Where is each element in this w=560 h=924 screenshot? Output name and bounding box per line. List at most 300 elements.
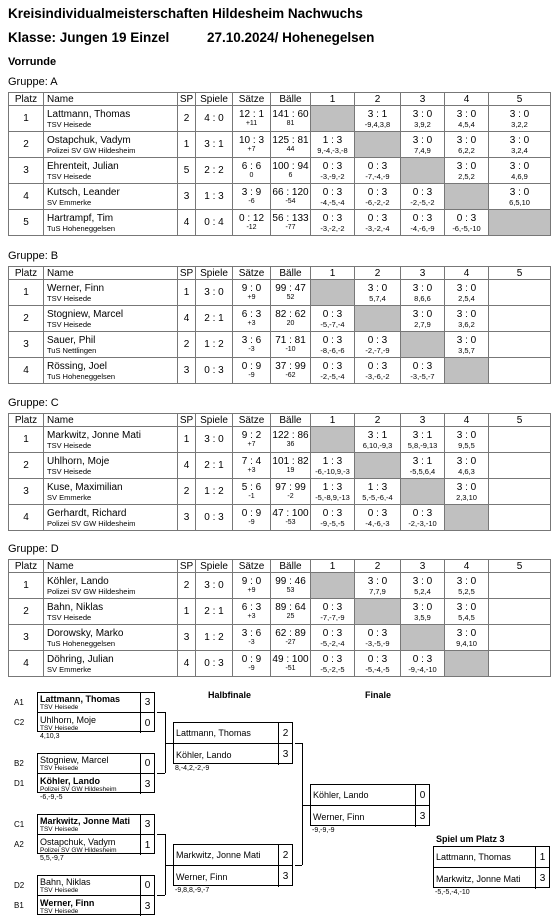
saetze-cell bbox=[233, 210, 271, 236]
slot-name-block bbox=[176, 866, 227, 887]
match-score: 3 : 0 bbox=[456, 627, 477, 639]
match-score: 0 : 3 bbox=[322, 334, 343, 346]
match-score: 3 : 0 bbox=[456, 481, 477, 493]
halbfinale-title: Halbfinale bbox=[208, 690, 252, 700]
empty-cell bbox=[489, 358, 551, 384]
match-cell bbox=[401, 184, 445, 210]
platz-cell: 2 bbox=[9, 132, 44, 158]
match-detail: 3,9,2 bbox=[414, 119, 431, 129]
match-cell bbox=[401, 427, 445, 453]
self-cell bbox=[445, 184, 489, 210]
column-header: 2 bbox=[355, 414, 401, 427]
sp-cell: 4 bbox=[178, 651, 196, 677]
spiele-cell: 1 : 2 bbox=[196, 332, 233, 358]
match-score: 0 : 3 bbox=[367, 627, 388, 639]
slot-player-club: TSV Heisede bbox=[40, 704, 79, 711]
saetze-value: 9 : 0 bbox=[241, 283, 262, 294]
player-name: Kuse, Maximilian bbox=[47, 481, 123, 493]
match-cell bbox=[401, 599, 445, 625]
saetze-diff: +11 bbox=[245, 120, 258, 127]
match-cell bbox=[355, 427, 401, 453]
column-header: Sätze bbox=[233, 560, 271, 573]
bracket-slot bbox=[38, 693, 154, 713]
class-line: Klasse: Jungen 19 Einzel bbox=[8, 30, 170, 45]
match-detail: -4,-6,-3 bbox=[365, 518, 390, 528]
slot-player-club: TSV Heisede bbox=[40, 907, 79, 915]
column-header: 1 bbox=[311, 267, 355, 280]
match-detail: 8,6,6 bbox=[414, 293, 431, 303]
match-score: 3 : 0 bbox=[509, 186, 530, 198]
slot-player-name: Markwitz, Jonne Mati bbox=[436, 873, 521, 884]
match-score: 3 : 0 bbox=[412, 601, 433, 613]
match-score: 0 : 3 bbox=[367, 334, 388, 346]
bracket-slot bbox=[174, 866, 292, 887]
slot-score: 3 bbox=[415, 806, 429, 827]
self-cell bbox=[355, 306, 401, 332]
player-name: Ostapchuk, Vadym bbox=[47, 134, 131, 146]
match-score: 3 : 0 bbox=[367, 282, 388, 294]
match-score: 3 : 0 bbox=[509, 160, 530, 172]
match-cell bbox=[445, 280, 489, 306]
match-detail: -5,-2,-5 bbox=[320, 664, 345, 674]
column-header: 2 bbox=[355, 93, 401, 106]
match-score: 0 : 3 bbox=[367, 507, 388, 519]
saetze-diff: +3 bbox=[247, 613, 256, 620]
match-score: 1 : 3 bbox=[322, 134, 343, 146]
match-score: 3 : 0 bbox=[456, 308, 477, 320]
empty-cell bbox=[489, 625, 551, 651]
self-cell bbox=[355, 132, 401, 158]
slot-player-name: Lattmann, Thomas bbox=[176, 728, 251, 738]
saetze-diff: -6 bbox=[248, 198, 255, 205]
match-cell bbox=[355, 106, 401, 132]
bracket-slot bbox=[38, 835, 154, 855]
saetze-diff: -3 bbox=[248, 639, 255, 646]
bracket-slot bbox=[38, 713, 154, 733]
player-name: Bahn, Niklas bbox=[47, 601, 104, 613]
player-club: TuS Hoheneggelsen bbox=[47, 638, 116, 648]
match-detail: -3,-6,-2 bbox=[365, 371, 390, 381]
saetze-diff: +9 bbox=[247, 294, 256, 301]
saetze-value: 6 : 3 bbox=[241, 602, 262, 613]
saetze-cell bbox=[233, 573, 271, 599]
saetze-cell bbox=[233, 427, 271, 453]
match-cell bbox=[401, 306, 445, 332]
spiele-cell: 1 : 2 bbox=[196, 625, 233, 651]
bracket-line bbox=[302, 743, 303, 865]
platz-cell: 4 bbox=[9, 184, 44, 210]
sp-cell: 3 bbox=[178, 184, 196, 210]
baelle-value: 47 : 100 bbox=[272, 508, 309, 519]
match-cell bbox=[401, 358, 445, 384]
table-header-row bbox=[9, 93, 551, 106]
slot-player-name: Köhler, Lando bbox=[176, 749, 232, 760]
saetze-value: 10 : 3 bbox=[238, 135, 265, 146]
baelle-diff: -27 bbox=[285, 639, 296, 646]
table-row bbox=[9, 505, 551, 531]
match-score: 3 : 0 bbox=[456, 575, 477, 587]
finale-title: Finale bbox=[365, 690, 392, 700]
player-club: Polizei SV GW Hildesheim bbox=[47, 586, 136, 596]
bracket-slot bbox=[174, 845, 292, 866]
slot-name-block bbox=[40, 774, 117, 794]
sp-cell: 1 bbox=[178, 599, 196, 625]
baelle-diff: -77 bbox=[285, 224, 296, 231]
column-header: Platz bbox=[9, 414, 44, 427]
sp-cell: 3 bbox=[178, 625, 196, 651]
match-cell bbox=[489, 184, 551, 210]
saetze-cell bbox=[233, 306, 271, 332]
match-detail: -5,5,6,4 bbox=[409, 466, 436, 476]
baelle-value: 99 : 47 bbox=[275, 283, 306, 294]
table-row bbox=[9, 158, 551, 184]
self-cell bbox=[489, 210, 551, 236]
baelle-cell bbox=[271, 453, 311, 479]
column-header: Spiele bbox=[196, 93, 233, 106]
match-cell bbox=[445, 332, 489, 358]
match-result: -9,8,8,-9,-7 bbox=[175, 887, 210, 894]
match-detail: 9,4,10 bbox=[456, 638, 477, 648]
bracket-slot bbox=[311, 806, 429, 827]
sp-cell: 1 bbox=[178, 280, 196, 306]
slot-player-name: Bahn, Niklas bbox=[40, 877, 91, 887]
slot-player-name: Uhlhorn, Moje bbox=[40, 714, 97, 725]
match-detail: -2,-5,-4 bbox=[320, 371, 345, 381]
match-detail: -2,-5,-2 bbox=[410, 197, 435, 207]
match-cell bbox=[355, 505, 401, 531]
saetze-diff: -9 bbox=[248, 372, 255, 379]
spiele-cell: 2 : 1 bbox=[196, 453, 233, 479]
match-score: 0 : 3 bbox=[322, 212, 343, 224]
saetze-cell bbox=[233, 184, 271, 210]
match-cell bbox=[311, 332, 355, 358]
slot-player-name: Werner, Finn bbox=[40, 897, 95, 908]
platz-cell: 4 bbox=[9, 358, 44, 384]
baelle-value: 125 : 81 bbox=[272, 135, 309, 146]
player-name: Dorowsky, Marko bbox=[47, 627, 124, 639]
match-cell bbox=[355, 358, 401, 384]
match-score: 3 : 0 bbox=[456, 282, 477, 294]
slot-player-name: Markwitz, Jonne Mati bbox=[40, 816, 131, 826]
column-header: Name bbox=[44, 93, 178, 106]
player-name: Kutsch, Leander bbox=[47, 186, 120, 198]
slot-name-block bbox=[313, 806, 364, 827]
spiele-cell: 2 : 2 bbox=[196, 158, 233, 184]
table-row bbox=[9, 184, 551, 210]
match-result: -6,-9,-5 bbox=[40, 794, 63, 801]
spiele-cell: 3 : 0 bbox=[196, 573, 233, 599]
column-header: 3 bbox=[401, 93, 445, 106]
match-cell bbox=[489, 106, 551, 132]
self-cell bbox=[401, 332, 445, 358]
column-header: 4 bbox=[445, 414, 489, 427]
match-score: 3 : 0 bbox=[456, 429, 477, 441]
empty-cell bbox=[489, 573, 551, 599]
column-header: 4 bbox=[445, 560, 489, 573]
bracket-line bbox=[302, 805, 310, 806]
match-score: 3 : 0 bbox=[456, 601, 477, 613]
group-table bbox=[8, 92, 551, 236]
match-detail: -5,-8,9,-13 bbox=[315, 492, 350, 502]
baelle-value: 101 : 82 bbox=[272, 456, 309, 467]
bracket-line bbox=[157, 773, 165, 774]
baelle-cell bbox=[271, 505, 311, 531]
baelle-value: 141 : 60 bbox=[272, 109, 309, 120]
platz-cell: 4 bbox=[9, 651, 44, 677]
player-club: TuS Hoheneggelsen bbox=[47, 223, 116, 233]
match-score: 3 : 1 bbox=[367, 429, 388, 441]
column-header: SP bbox=[178, 414, 196, 427]
player-club: Polizei SV GW Hildesheim bbox=[47, 518, 136, 528]
date-venue: 27.10.2024/ Hohenegelsen bbox=[207, 30, 375, 45]
match-cell bbox=[311, 158, 355, 184]
table-row bbox=[9, 453, 551, 479]
match-detail: 4,6,3 bbox=[458, 466, 475, 476]
group-table bbox=[8, 559, 551, 677]
table-header-row bbox=[9, 267, 551, 280]
table-row bbox=[9, 427, 551, 453]
table-row bbox=[9, 306, 551, 332]
saetze-value: 12 : 1 bbox=[238, 109, 265, 120]
match-score: 3 : 0 bbox=[456, 160, 477, 172]
baelle-value: 100 : 94 bbox=[272, 161, 309, 172]
match-score: 0 : 3 bbox=[322, 653, 343, 665]
saetze-diff: -1 bbox=[248, 493, 255, 500]
sp-cell: 3 bbox=[178, 505, 196, 531]
match-detail: -8,-6,-6 bbox=[320, 345, 345, 355]
match-cell bbox=[489, 132, 551, 158]
empty-cell bbox=[489, 306, 551, 332]
slot-score: 3 bbox=[140, 774, 154, 794]
column-header: 5 bbox=[489, 560, 551, 573]
table-row bbox=[9, 332, 551, 358]
slot-score: 3 bbox=[140, 815, 154, 834]
baelle-value: 66 : 120 bbox=[272, 187, 309, 198]
player-club: TuS Nettlingen bbox=[47, 345, 97, 355]
match-cell bbox=[311, 132, 355, 158]
spiele-cell: 0 : 4 bbox=[196, 210, 233, 236]
table-header-row bbox=[9, 560, 551, 573]
bracket-slot bbox=[38, 876, 154, 896]
match-result: -5,-5,-4,-10 bbox=[435, 889, 470, 896]
match-score: 0 : 3 bbox=[456, 212, 477, 224]
match-detail: -5,-7,-4 bbox=[320, 319, 345, 329]
match-score: 0 : 3 bbox=[322, 160, 343, 172]
match-cell bbox=[311, 453, 355, 479]
baelle-cell bbox=[271, 358, 311, 384]
column-header: Bälle bbox=[271, 414, 311, 427]
sf-match bbox=[173, 844, 293, 886]
spiele-cell: 0 : 3 bbox=[196, 505, 233, 531]
spiele-cell: 1 : 3 bbox=[196, 184, 233, 210]
platz-cell: 5 bbox=[9, 210, 44, 236]
table-row bbox=[9, 625, 551, 651]
baelle-cell bbox=[271, 599, 311, 625]
match-detail: -2,-3,-10 bbox=[408, 518, 437, 528]
spiele-cell: 1 : 2 bbox=[196, 479, 233, 505]
self-cell bbox=[445, 358, 489, 384]
player-cell bbox=[44, 210, 178, 236]
match-score: 0 : 3 bbox=[322, 360, 343, 372]
platz-cell: 2 bbox=[9, 453, 44, 479]
column-header: 3 bbox=[401, 267, 445, 280]
player-cell bbox=[44, 427, 178, 453]
seed-label: B1 bbox=[14, 901, 24, 910]
table-row bbox=[9, 479, 551, 505]
seed-label: C1 bbox=[14, 820, 25, 829]
table-header-row bbox=[9, 414, 551, 427]
baelle-diff: 25 bbox=[286, 613, 295, 620]
saetze-cell bbox=[233, 625, 271, 651]
group-title: Gruppe: C bbox=[8, 397, 59, 409]
platz-cell: 1 bbox=[9, 427, 44, 453]
player-cell bbox=[44, 573, 178, 599]
player-cell bbox=[44, 280, 178, 306]
spiele-cell: 3 : 0 bbox=[196, 427, 233, 453]
player-cell bbox=[44, 505, 178, 531]
match-score: 1 : 3 bbox=[322, 481, 343, 493]
sp-cell: 4 bbox=[178, 306, 196, 332]
match-score: 3 : 0 bbox=[456, 108, 477, 120]
self-cell bbox=[401, 625, 445, 651]
player-club: SV Emmerke bbox=[47, 197, 92, 207]
qf-match bbox=[37, 875, 155, 915]
saetze-cell bbox=[233, 453, 271, 479]
column-header: 1 bbox=[311, 414, 355, 427]
match-cell bbox=[445, 573, 489, 599]
slot-player-name: Lattmann, Thomas bbox=[436, 852, 511, 862]
slot-name-block bbox=[176, 845, 261, 865]
self-cell bbox=[445, 505, 489, 531]
column-header: Name bbox=[44, 267, 178, 280]
slot-name-block bbox=[176, 723, 251, 743]
self-cell bbox=[355, 453, 401, 479]
match-detail: -5,-2,-4 bbox=[320, 638, 345, 648]
bracket-line bbox=[295, 743, 302, 744]
match-score: 0 : 3 bbox=[322, 601, 343, 613]
column-header: 5 bbox=[489, 267, 551, 280]
baelle-diff: 81 bbox=[286, 120, 295, 127]
slot-player-name: Werner, Finn bbox=[313, 811, 365, 822]
player-name: Uhlhorn, Moje bbox=[47, 455, 110, 467]
slot-score: 3 bbox=[278, 866, 292, 887]
match-score: 3 : 1 bbox=[412, 429, 433, 441]
baelle-cell bbox=[271, 184, 311, 210]
match-detail: 3,2,4 bbox=[511, 145, 528, 155]
column-header: Sätze bbox=[233, 414, 271, 427]
match-detail: -9,-5,-5 bbox=[320, 518, 345, 528]
baelle-diff: 6 bbox=[288, 172, 293, 179]
saetze-cell bbox=[233, 358, 271, 384]
match-detail: 6,10,-9,3 bbox=[362, 440, 393, 450]
match-score: 3 : 0 bbox=[412, 282, 433, 294]
saetze-value: 3 : 9 bbox=[241, 187, 262, 198]
match-detail: -5,-4,-5 bbox=[365, 664, 390, 674]
column-header: 4 bbox=[445, 93, 489, 106]
self-cell bbox=[311, 280, 355, 306]
bracket-slot bbox=[434, 868, 549, 889]
saetze-cell bbox=[233, 479, 271, 505]
match-score: 3 : 1 bbox=[412, 455, 433, 467]
column-header: Sätze bbox=[233, 267, 271, 280]
match-score: 3 : 0 bbox=[509, 108, 530, 120]
match-cell bbox=[401, 280, 445, 306]
player-cell bbox=[44, 132, 178, 158]
player-cell bbox=[44, 184, 178, 210]
match-cell bbox=[355, 184, 401, 210]
player-cell bbox=[44, 599, 178, 625]
match-score: 0 : 3 bbox=[367, 212, 388, 224]
sp-cell: 4 bbox=[178, 453, 196, 479]
final-match bbox=[310, 784, 430, 826]
column-header: 3 bbox=[401, 560, 445, 573]
baelle-value: 49 : 100 bbox=[272, 654, 309, 665]
slot-player-name: Ostapchuk, Vadym bbox=[40, 836, 116, 847]
slot-score: 2 bbox=[278, 723, 292, 743]
self-cell bbox=[401, 158, 445, 184]
match-detail: -7,-4,-9 bbox=[365, 171, 390, 181]
bracket-line bbox=[295, 865, 302, 866]
match-detail: 4,5,4 bbox=[458, 119, 475, 129]
match-score: 1 : 3 bbox=[367, 481, 388, 493]
column-header: 2 bbox=[355, 560, 401, 573]
baelle-diff: 44 bbox=[286, 146, 295, 153]
self-cell bbox=[401, 479, 445, 505]
column-header: Bälle bbox=[271, 267, 311, 280]
match-detail: 5,8,-9,13 bbox=[407, 440, 438, 450]
baelle-diff: -10 bbox=[285, 346, 296, 353]
saetze-diff: -9 bbox=[248, 665, 255, 672]
empty-cell bbox=[489, 332, 551, 358]
self-cell bbox=[355, 599, 401, 625]
player-club: SV Emmerke bbox=[47, 492, 92, 502]
self-cell bbox=[311, 427, 355, 453]
bracket-slot bbox=[38, 754, 154, 774]
bracket-line bbox=[157, 834, 165, 835]
match-cell bbox=[311, 599, 355, 625]
match-cell bbox=[311, 358, 355, 384]
match-detail: 3,2,2 bbox=[511, 119, 528, 129]
saetze-value: 6 : 6 bbox=[241, 161, 262, 172]
column-header: Name bbox=[44, 560, 178, 573]
bracket-line bbox=[165, 743, 173, 744]
match-detail: 6,5,10 bbox=[509, 197, 530, 207]
match-detail: 7,4,9 bbox=[414, 145, 431, 155]
platz-cell: 3 bbox=[9, 158, 44, 184]
empty-cell bbox=[489, 479, 551, 505]
slot-name-block bbox=[40, 693, 120, 712]
match-score: 0 : 3 bbox=[322, 627, 343, 639]
match-score: 3 : 0 bbox=[367, 575, 388, 587]
match-cell bbox=[445, 599, 489, 625]
match-cell bbox=[311, 306, 355, 332]
platz-cell: 1 bbox=[9, 573, 44, 599]
match-cell bbox=[445, 479, 489, 505]
spiele-cell: 2 : 1 bbox=[196, 599, 233, 625]
player-name: Markwitz, Jonne Mati bbox=[47, 429, 141, 441]
match-detail: -7,-7,-9 bbox=[320, 612, 345, 622]
baelle-diff: -53 bbox=[285, 519, 296, 526]
group-table bbox=[8, 266, 551, 384]
player-cell bbox=[44, 625, 178, 651]
column-header: 2 bbox=[355, 267, 401, 280]
slot-player-name: Werner, Finn bbox=[176, 871, 228, 882]
match-cell bbox=[311, 210, 355, 236]
match-cell bbox=[355, 625, 401, 651]
saetze-diff: +3 bbox=[247, 320, 256, 327]
match-score: 3 : 0 bbox=[412, 108, 433, 120]
saetze-cell bbox=[233, 106, 271, 132]
